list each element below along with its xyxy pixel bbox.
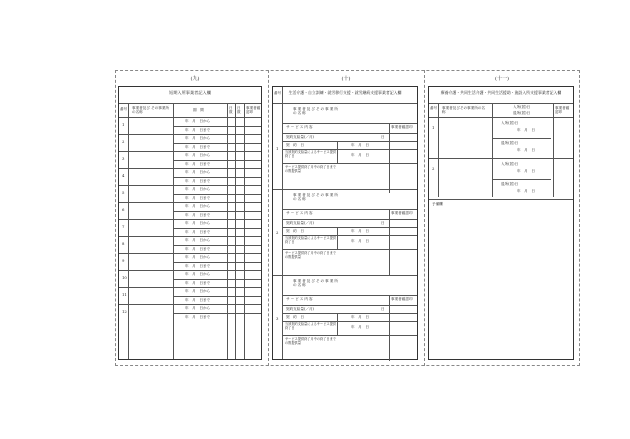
contract-date-label: 契 約 日 (286, 315, 304, 319)
divider (429, 158, 573, 159)
divider (173, 296, 261, 297)
divider (173, 211, 261, 212)
period-to: 年 月 日まで (185, 195, 211, 200)
entry-number: 6 (122, 207, 125, 212)
in-date: 年 月 日 (517, 128, 535, 132)
entry-number: 1 (276, 146, 279, 151)
period-to: 年 月 日まで (185, 297, 211, 302)
header-out: 退所(居)日 (513, 111, 531, 115)
divider (273, 189, 417, 190)
divider (173, 143, 261, 144)
divider (389, 295, 390, 361)
fold-line (268, 70, 269, 366)
in-date: 年 月 日 (517, 169, 535, 173)
daytime-service-panel (272, 86, 418, 360)
in-date-label: 入所(居)日 (501, 162, 519, 166)
divider (389, 209, 390, 275)
panel-title: 療養介護・共同生活介護・共同生活援助・施設入所支援事業者記入欄 (440, 90, 562, 95)
entry-number: 12 (122, 309, 127, 314)
period-from: 年 月 日から (185, 119, 211, 123)
period-from: 年 月 日から (185, 153, 211, 157)
remarks-label: 予備欄 (432, 202, 443, 206)
entry-number: 4 (122, 173, 125, 178)
period-from: 年 月 日から (185, 221, 211, 225)
divider (119, 134, 261, 135)
period-to: 年 月 日まで (185, 263, 211, 268)
divider (429, 103, 573, 104)
divider (128, 103, 129, 359)
out-date: 年 月 日 (517, 189, 535, 193)
divider (119, 287, 261, 288)
end-date: 年 月 日 (351, 153, 369, 157)
period-to: 年 月 日まで (185, 127, 211, 132)
contract-label: 契約支給量(／月) (286, 221, 314, 225)
contract-label: 契約支給量(／月) (286, 307, 314, 311)
divider (244, 103, 245, 359)
divider (119, 219, 261, 220)
end-contract-label: 当該契約支給量によるサービス提供終了日 (285, 322, 336, 330)
divider (119, 103, 261, 104)
divider (173, 177, 261, 178)
period-from: 年 月 日から (185, 136, 211, 140)
service-label: サービス内容 (286, 211, 314, 215)
divider (119, 168, 261, 169)
divider (119, 151, 261, 152)
entry-number: 2 (276, 230, 279, 235)
contract-label: 契約支給量(／月) (286, 135, 314, 139)
contract-date: 年 月 日 (351, 229, 369, 233)
out-date-label: 退所(居)日 (501, 182, 519, 186)
divider (119, 304, 261, 305)
divider (119, 185, 261, 186)
divider (235, 103, 236, 359)
end-contract-label: 当該契約支給量によるサービス提供終了日 (285, 150, 336, 158)
entry-number: 11 (122, 292, 127, 297)
contract-day: 日 (381, 307, 385, 311)
contract-date-label: 契 約 日 (286, 143, 304, 147)
divider (273, 275, 417, 276)
end-contract-label: 当該契約支給量によるサービス提供終了日 (285, 236, 336, 244)
end-date: 年 月 日 (351, 325, 369, 329)
divider (429, 199, 573, 200)
entry-number: 10 (122, 275, 127, 280)
divider (282, 295, 417, 296)
panel-title: 生活介護・自立訓練・就労移行支援・就労継続支援事業者記入欄 (288, 90, 402, 95)
header-confirm: 事業者確認印 (555, 106, 570, 114)
column-heading: (九) (190, 76, 200, 82)
divider (282, 335, 417, 336)
entry-number: 1 (122, 122, 125, 127)
end-month-label: サービス提供終了月中の終了日までの既提供量 (285, 251, 336, 259)
period-from: 年 月 日から (185, 306, 211, 310)
contract-date-label: 契 約 日 (286, 229, 304, 233)
divider (438, 103, 439, 197)
divider (173, 126, 261, 127)
end-date: 年 月 日 (351, 239, 369, 243)
provider-name-label: 事業者及びその事業所の名称 (293, 193, 339, 201)
divider (553, 103, 554, 197)
period-to: 年 月 日まで (185, 229, 211, 234)
divider (282, 209, 417, 210)
period-to: 年 月 日まで (185, 144, 211, 149)
divider (282, 141, 417, 142)
divider (337, 141, 338, 163)
entry-number: 5 (122, 190, 125, 195)
panel-title: 短期入所事業者記入欄 (169, 90, 211, 95)
entry-number: 9 (122, 258, 125, 263)
period-from: 年 月 日から (185, 289, 211, 293)
confirm-label: 事業者確認印 (391, 125, 413, 129)
divider (119, 236, 261, 237)
divider (282, 249, 417, 250)
header-no: 番号 (430, 106, 438, 110)
divider (389, 123, 390, 193)
entry-number: 3 (122, 156, 125, 161)
entry-number: 7 (122, 224, 125, 229)
divider (119, 117, 261, 118)
contract-day: 日 (381, 135, 385, 139)
period-from: 年 月 日から (185, 187, 211, 191)
period-to: 年 月 日まで (185, 212, 211, 217)
divider (173, 313, 261, 314)
header-period: 期 間 (193, 108, 204, 112)
divider (119, 202, 261, 203)
header-no: 番号 (274, 91, 282, 95)
divider (119, 253, 261, 254)
divider (173, 262, 261, 263)
period-from: 年 月 日から (185, 238, 211, 242)
period-from: 年 月 日から (185, 272, 211, 276)
end-month-label: サービス提供終了月中の終了日までの既提供量 (285, 337, 336, 345)
confirm-label: 事業者確認印 (391, 211, 413, 215)
divider (282, 87, 283, 359)
divider (282, 227, 417, 228)
service-label: サービス内容 (286, 297, 314, 301)
service-label: サービス内容 (286, 125, 314, 129)
residential-panel (428, 86, 574, 360)
period-to: 年 月 日まで (185, 178, 211, 183)
divider (227, 103, 228, 359)
header-name: 事業者及びその事業所の名称 (442, 106, 486, 114)
divider (492, 138, 551, 139)
period-from: 年 月 日から (185, 170, 211, 174)
period-from: 年 月 日から (185, 204, 211, 208)
divider (282, 123, 417, 124)
divider (282, 219, 417, 220)
divider (173, 279, 261, 280)
header-days: 日数 (229, 106, 233, 114)
contract-date: 年 月 日 (351, 143, 369, 147)
divider (492, 103, 493, 197)
divider (173, 194, 261, 195)
in-date-label: 入所(居)日 (501, 121, 519, 125)
out-date-label: 退所(居)日 (501, 141, 519, 145)
header-confirm: 事業者確認印 (246, 106, 261, 114)
divider (429, 117, 573, 118)
confirm-label: 事業者確認印 (391, 297, 413, 301)
short-stay-panel (118, 86, 262, 360)
out-date: 年 月 日 (517, 148, 535, 152)
entry-number: 2 (122, 139, 125, 144)
header-no: 番号 (120, 107, 128, 111)
divider (282, 305, 417, 306)
period-to: 年 月 日まで (185, 161, 211, 166)
divider (173, 245, 261, 246)
period-to: 年 月 日まで (185, 280, 211, 285)
provider-name-label: 事業者及びその事業所の名称 (293, 107, 339, 115)
column-heading: (十) (341, 76, 351, 82)
period-to: 年 月 日まで (185, 246, 211, 251)
contract-date: 年 月 日 (351, 315, 369, 319)
fold-line (424, 70, 425, 366)
contract-day: 日 (381, 221, 385, 225)
header-in: 入所(居)日 (513, 105, 531, 109)
period-to: 年 月 日まで (185, 314, 211, 319)
divider (492, 179, 551, 180)
header-name: 事業者及び その事業所の名称 (132, 106, 170, 114)
header-used: 日数 (237, 106, 241, 114)
divider (282, 313, 417, 314)
column-heading: (十一) (495, 76, 509, 82)
entry-number: 2 (432, 166, 435, 171)
period-from: 年 月 日から (185, 255, 211, 259)
entry-number: 3 (276, 316, 279, 321)
provider-name-label: 事業者及びその事業所の名称 (293, 279, 339, 287)
divider (119, 270, 261, 271)
entry-number: 1 (432, 125, 435, 130)
entry-number: 8 (122, 241, 125, 246)
end-month-label: サービス提供終了月中の終了日までの既提供量 (285, 165, 336, 173)
divider (173, 103, 174, 359)
divider (173, 160, 261, 161)
divider (337, 313, 338, 335)
divider (337, 227, 338, 249)
divider (273, 103, 417, 104)
divider (173, 228, 261, 229)
divider (282, 133, 417, 134)
divider (282, 163, 417, 164)
